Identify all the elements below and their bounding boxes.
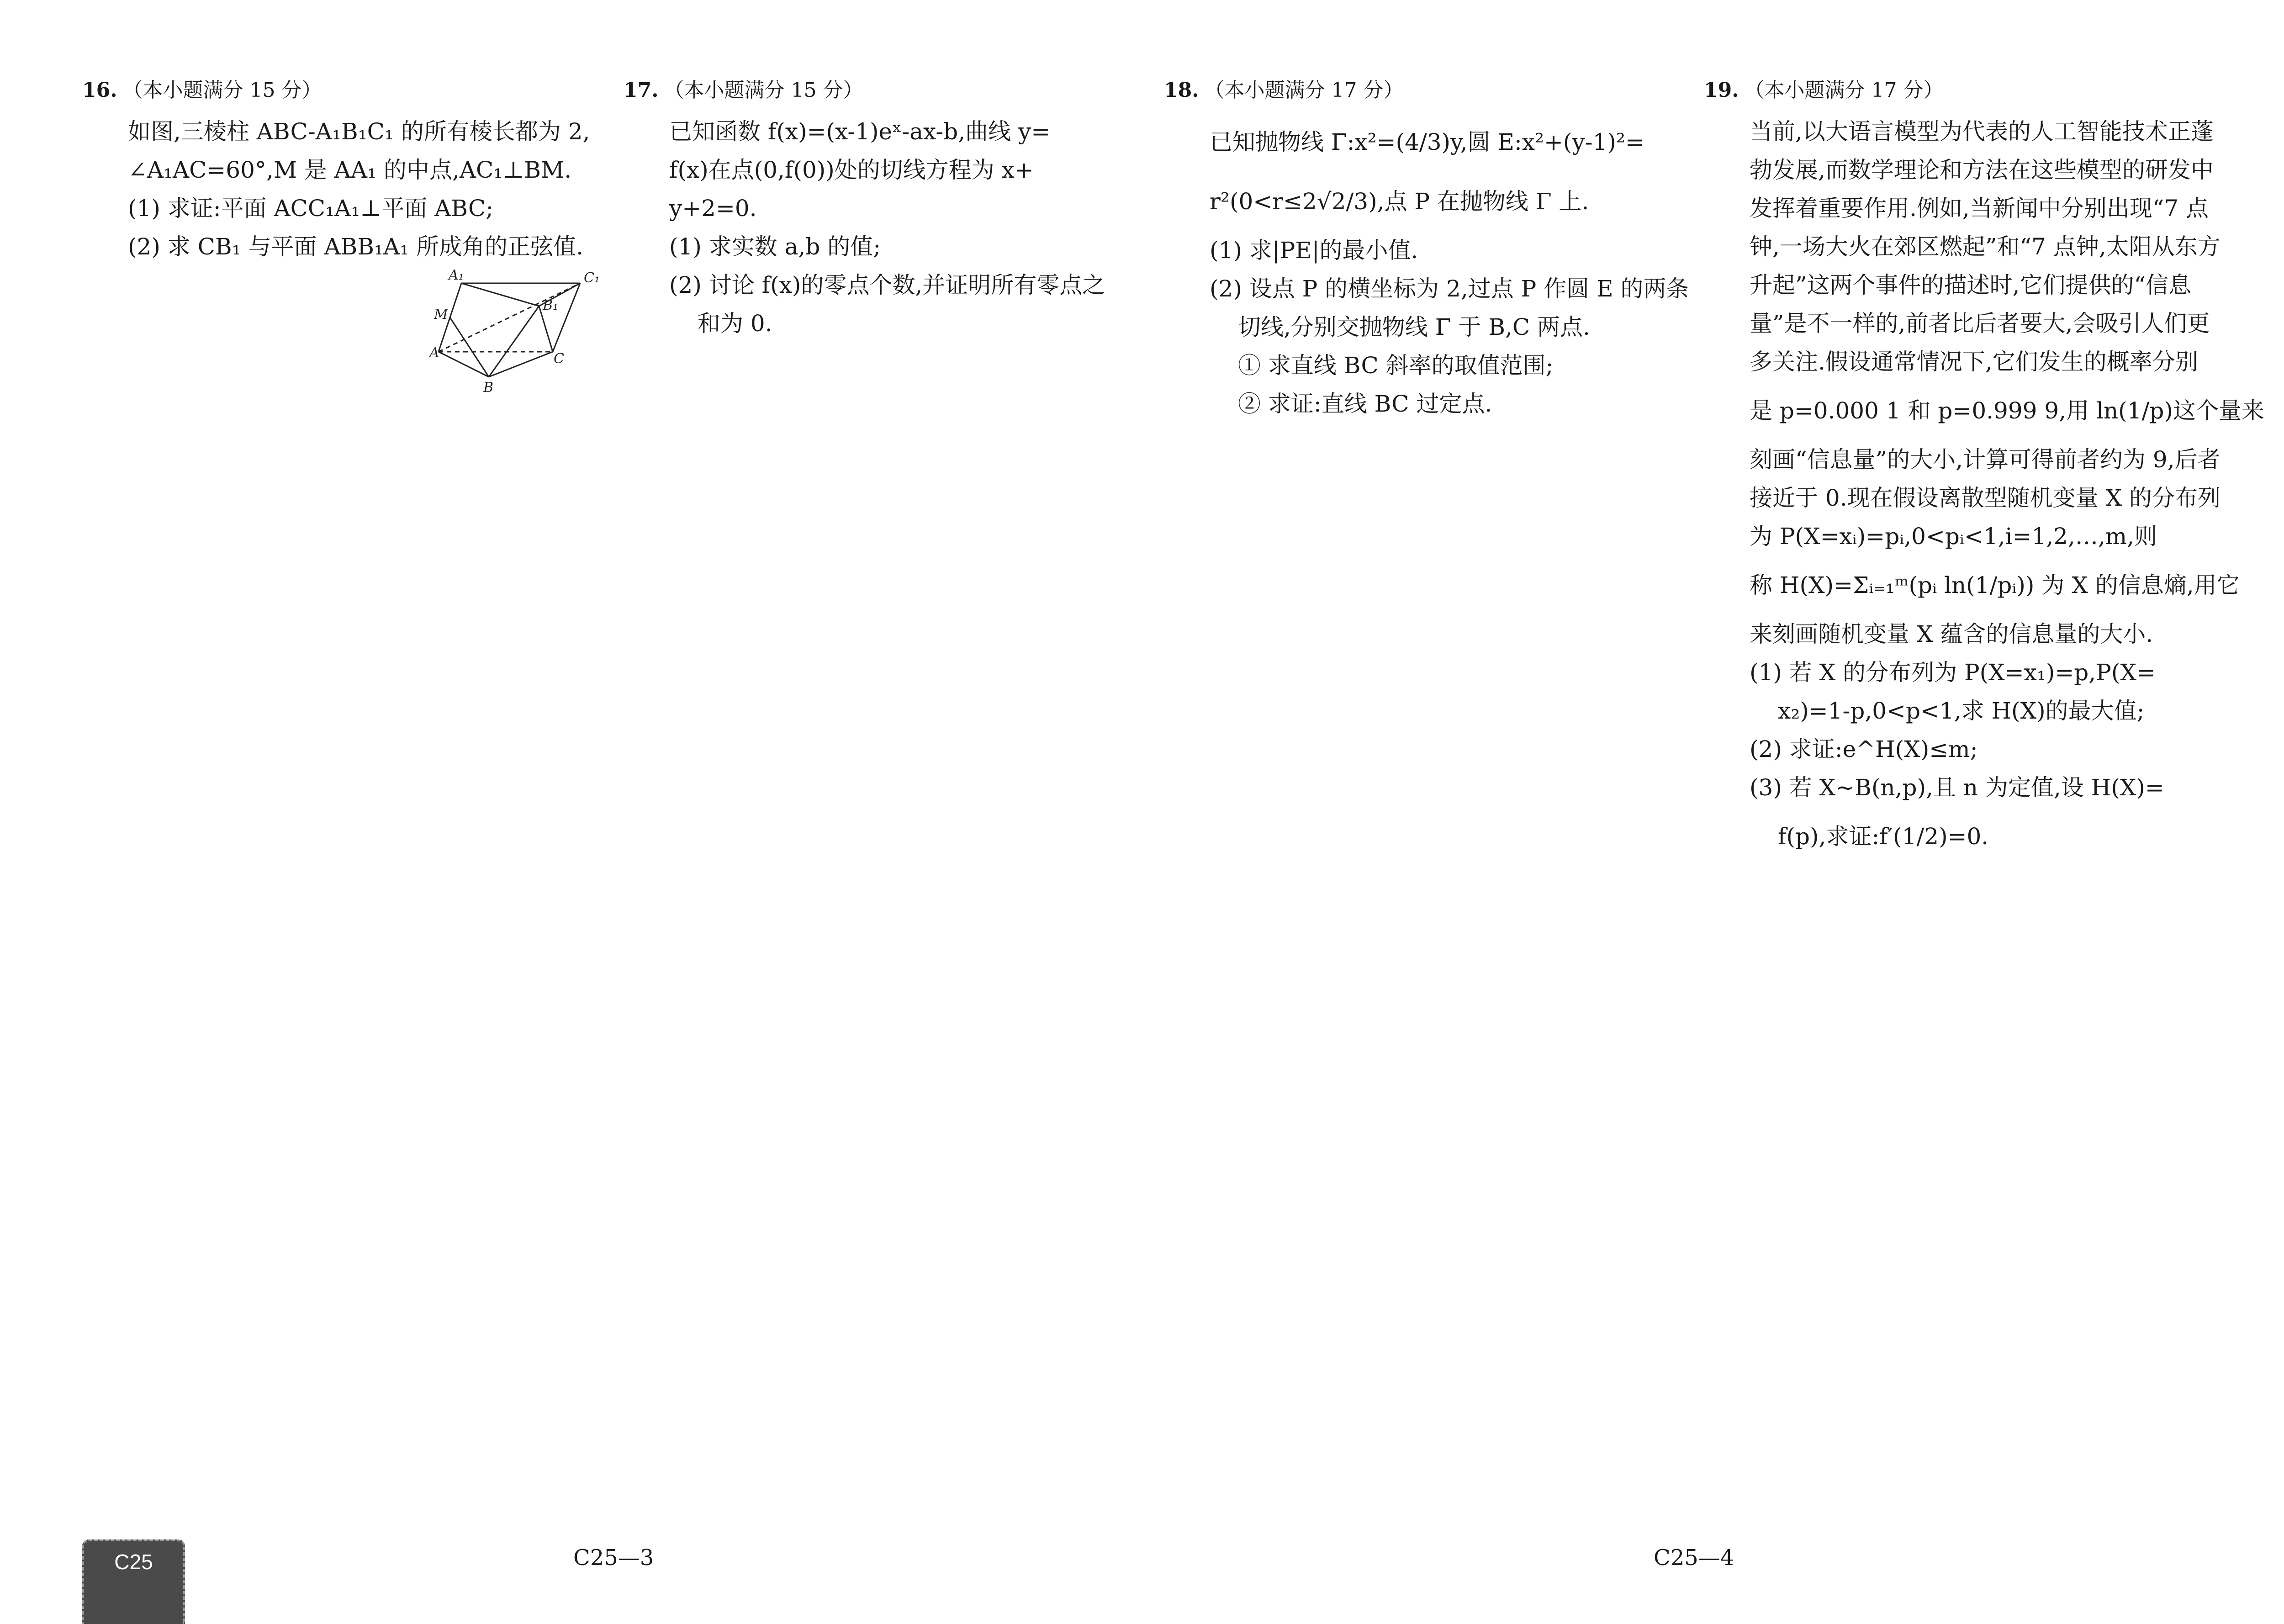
problem-text-line: 接近于 0.现在假设离散型随机变量 X 的分布列 (1750, 485, 2221, 511)
score-note: （本小题满分 15 分） (664, 79, 863, 102)
score-note: （本小题满分 17 分） (1744, 79, 1944, 102)
problem-19 (1704, 77, 2264, 866)
hidden-diagonal-ac1 (439, 283, 580, 352)
edge-bb1 (489, 306, 539, 377)
segment-bm (450, 317, 489, 377)
prism-figure (429, 270, 612, 407)
problem-text-line: 勃发展,而数学理论和方法在这些模型的研发中 (1750, 157, 2214, 183)
problem-header (82, 77, 603, 104)
question-part-3: (3) 若 X~B(n,p),且 n 为定值,设 H(X)= (1750, 774, 2164, 801)
question-part-2: (2) 求证:e^H(X)≤m; (1750, 736, 1978, 762)
question-part-3-cont: f(p),求证:f′(1/2)=0. (1778, 823, 1989, 850)
problem-text-line: 发挥着重要作用.例如,当新闻中分别出现“7 点 (1750, 195, 2209, 222)
entropy-definition-line: 称 H(X)=Σᵢ₌₁ᵐ(pᵢ ln(1/pᵢ)) 为 X 的信息熵,用它 (1750, 572, 2240, 598)
problem-header (1704, 77, 2225, 104)
problem-text-line: y+2=0. (669, 195, 757, 222)
figure-label-b1: B₁ (543, 297, 559, 313)
problem-text-line: r²(0<r≤2√2/3),点 P 在抛物线 Γ 上. (1210, 188, 1589, 215)
problem-text-line: 已知函数 f(x)=(x-1)eˣ-ax-b,曲线 y= (669, 118, 1051, 145)
figure-label-c1: C₁ (584, 270, 600, 286)
problem-text-line: 已知抛物线 Γ:x²=(4/3)y,圆 E:x²+(y-1)²= (1210, 129, 1644, 155)
problem-text-line: 量”是不一样的,前者比后者要大,会吸引人们更 (1750, 310, 2210, 337)
figure-label-a1: A₁ (449, 270, 464, 283)
problem-number: 17. (624, 79, 659, 102)
question-part-2-cont: 切线,分别交抛物线 Γ 于 B,C 两点. (1238, 314, 1590, 340)
problem-16 (82, 77, 603, 266)
figure-label-a: A (429, 345, 439, 361)
problem-header (624, 77, 1144, 104)
problem-text-line: 来刻画随机变量 X 蕴含的信息量的大小. (1750, 621, 2153, 647)
sub-question-2: ② 求证:直线 BC 过定点. (1238, 391, 1492, 417)
problem-text-line: 多关注.假设通常情况下,它们发生的概率分别 (1750, 349, 2198, 375)
problem-text-line: 是 p=0.000 1 和 p=0.999 9,用 ln(1/p)这个量来 (1750, 397, 2264, 424)
edge-c1c (553, 283, 580, 352)
question-part-2: (2) 求 CB₁ 与平面 ABB₁A₁ 所成角的正弦值. (128, 233, 584, 260)
section-tab (82, 1539, 185, 1624)
problem-text-line: 为 P(X=xᵢ)=pᵢ,0<pᵢ<1,i=1,2,…,m,则 (1750, 523, 2157, 550)
question-part-1: (1) 求|PE|的最小值. (1210, 237, 1418, 264)
problem-number: 18. (1164, 79, 1199, 102)
problem-text-line: 钟,一场大火在郊区燃起”和“7 点钟,太阳从东方 (1750, 233, 2221, 260)
problem-text-line: 升起”这两个事件的描述时,它们提供的“信息 (1750, 272, 2192, 298)
score-note: （本小题满分 15 分） (122, 79, 322, 102)
question-part-1-cont: x₂)=1-p,0<p<1,求 H(X)的最大值; (1778, 698, 2145, 724)
figure-label-m: M (434, 307, 448, 323)
question-part-1: (1) 求实数 a,b 的值; (669, 233, 881, 260)
problem-number: 16. (82, 79, 117, 102)
problem-text-line: 当前,以大语言模型为代表的人工智能技术正蓬 (1750, 118, 2214, 145)
page-number-right: C25—4 (1654, 1545, 1734, 1571)
question-part-2: (2) 讨论 f(x)的零点个数,并证明所有零点之 (669, 272, 1105, 298)
figure-label-c: C (554, 351, 564, 367)
question-part-2: (2) 设点 P 的横坐标为 2,过点 P 作圆 E 的两条 (1210, 275, 1689, 302)
problem-17 (624, 77, 1144, 343)
question-part-1: (1) 若 X 的分布列为 P(X=x₁)=p,P(X= (1750, 659, 2156, 686)
page-number-left: C25—3 (573, 1545, 654, 1571)
problem-text-line: 刻画“信息量”的大小,计算可得前者约为 9,后者 (1750, 446, 2221, 473)
problem-number: 19. (1704, 79, 1739, 102)
sub-question-1: ① 求直线 BC 斜率的取值范围; (1238, 352, 1554, 379)
score-note: （本小题满分 17 分） (1204, 79, 1404, 102)
problem-text-line: ∠A₁AC=60°,M 是 AA₁ 的中点,AC₁⊥BM. (128, 157, 572, 183)
question-part-2-cont: 和为 0. (698, 310, 772, 337)
problem-text-line: f(x)在点(0,f(0))处的切线方程为 x+ (669, 157, 1034, 183)
problem-18 (1164, 77, 1689, 423)
figure-label-b: B (483, 380, 494, 396)
problem-text-line: 如图,三棱柱 ABC-A₁B₁C₁ 的所有棱长都为 2, (128, 118, 590, 145)
question-part-1: (1) 求证:平面 ACC₁A₁⊥平面 ABC; (128, 195, 494, 222)
section-tab-label: C25 (114, 1550, 153, 1574)
problem-header (1164, 77, 1685, 104)
edge-b1a1 (461, 283, 539, 306)
